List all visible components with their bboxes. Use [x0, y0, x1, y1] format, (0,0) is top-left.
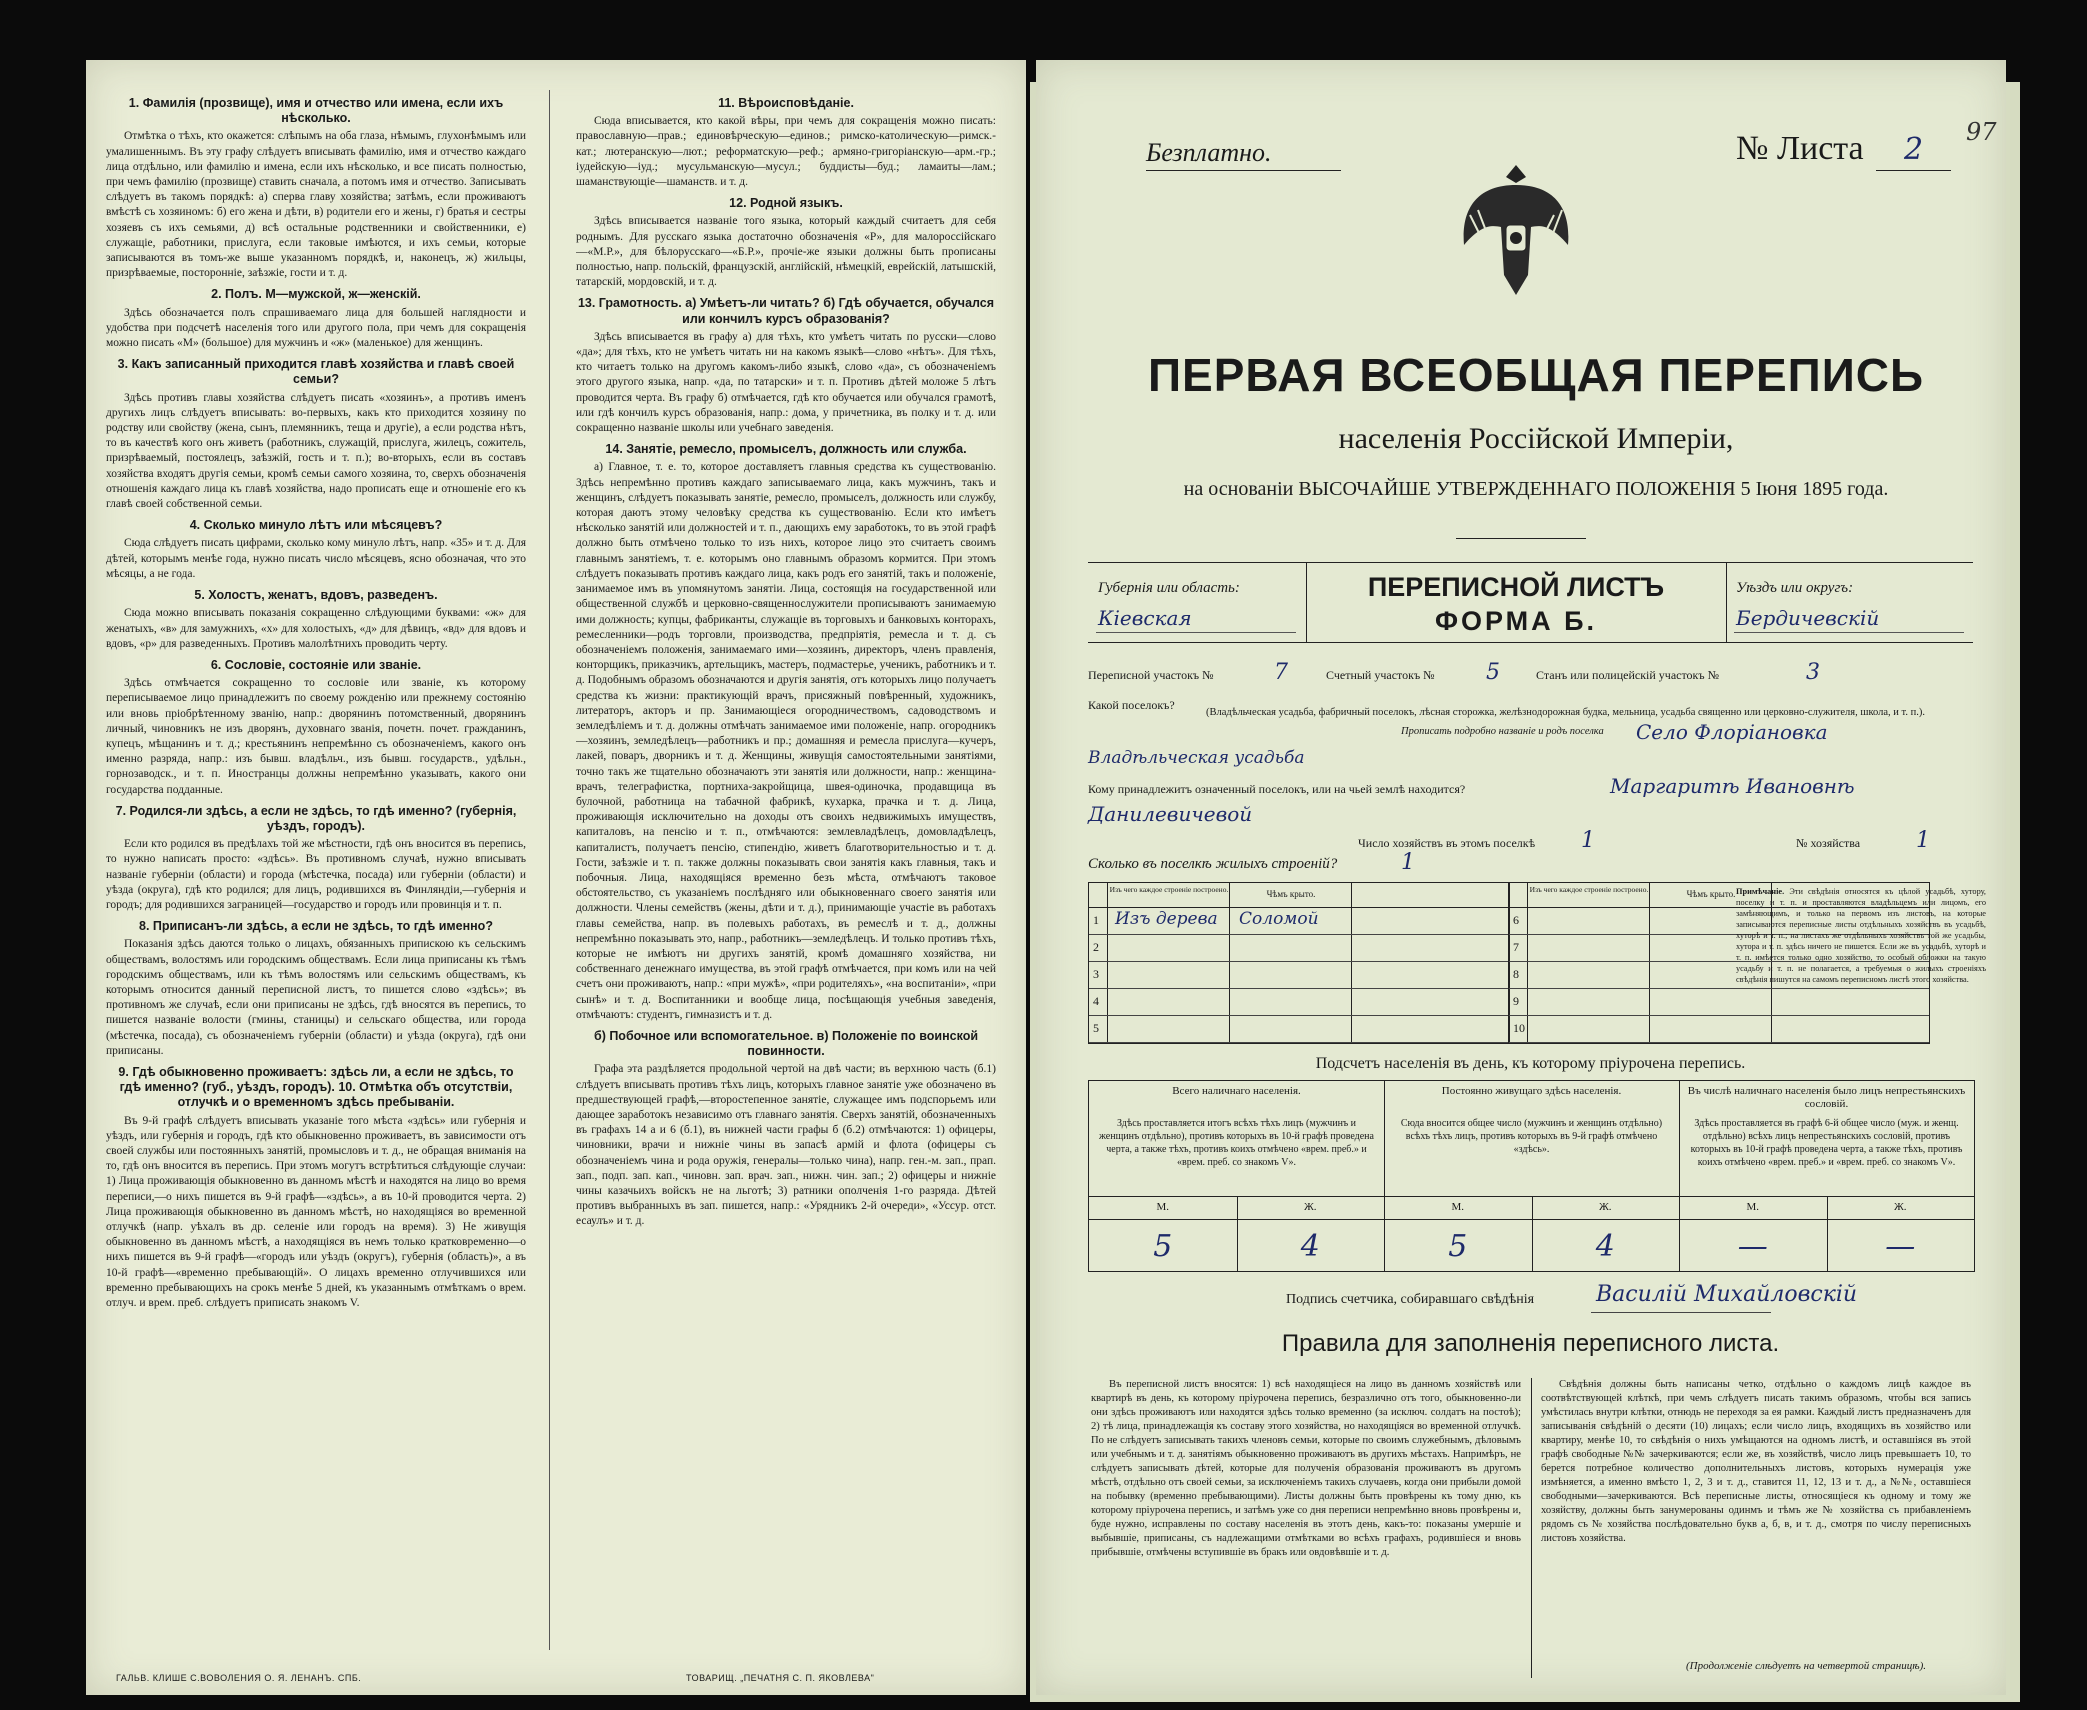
buildings-table-left: [1088, 882, 1510, 1044]
table-row-rule: [1509, 1015, 1929, 1016]
count-district-label: Счетный участокъ №: [1326, 668, 1435, 682]
right-page: [1036, 60, 2006, 1695]
section-body: Графа эта раздѣляется продольной чертой на двѣ части; въ верхнюю часть (б.1) слѣдуетъ вписывать противъ тѣхъ лицъ, которыхъ главное занятіе уже обозначено въ предшествующей графѣ,—второстепенное занятіе, служащее имъ подспорьемъ или дающее заработокъ независимо отъ главнаго занятія. Сверхъ занятій, обозначенныхъ въ графахъ 14 а и 6 (б.1), въ нижней части графы б (б.2) отмѣчаются: 1) офицеры, чиновники, врачи и нижніе чины въ запасѣ армій и флота (офицеры съ обозначеніемъ чина и рода оружія, генералы—только чина), напр. ген.-м. зап., прап. зап., подп. зап. кап., чиновн. зап. врач. зап., нижн. чин. зап.; 2) офицеры и нижніе чины казачьихъ войскъ не на льготѣ; 3) ратники ополченія 1-го разряда. Дѣтей противъ выбранныхъ въ зап. пишется, напр.: «Урядникъ 2-й очереди», «Уссур. отст. есаулъ» и т. д.: [576, 1063, 996, 1228]
section-heading: 1. Фамилія (прозвище), имя и отчество или имена, если ихъ нѣсколько.: [128, 96, 504, 126]
row-number: 2: [1093, 940, 1099, 954]
count-col-head: Всего наличнаго населенія.: [1172, 1085, 1301, 1097]
section-body: Сюда вписывается, кто какой вѣры, при чемъ для сокращенія можно писать: православную—прав.; единовѣрческую—единов.; римско-католическую—римск.-кат.; лютеранскую—лют.; реформатскую—реф.; армяно-григоріанскую—арм.-гр.; іудейскую—іуд.; мусульманскую—мусул.; буддисты—буд.; ламаиты—лам.; шаманствующіе—шаманств. и т. д.: [576, 115, 996, 189]
form-header-bottom-rule: [1088, 642, 1973, 643]
row-number: 1: [1093, 913, 1099, 927]
row-number: 9: [1513, 994, 1519, 1008]
household-no-label: № хозяйства: [1796, 836, 1861, 850]
count-title: Подсчетъ населенія въ день, къ которому пріурочена перепись.: [1315, 1055, 1746, 1072]
settlement-value-2: Владѣльческая усадьба: [1088, 748, 1305, 768]
row-number: 3: [1093, 967, 1099, 981]
stan-value: 3: [1806, 660, 1820, 685]
male-count: —: [1737, 1229, 1768, 1264]
female-label: Ж.: [1893, 1201, 1907, 1213]
col-building-header: Изъ чего каждое строеніе построено.: [1109, 885, 1229, 894]
sheet-number-value: 2: [1904, 132, 1924, 167]
section-heading: 5. Холостъ, женатъ, вдовъ, разведенъ.: [194, 588, 438, 603]
row-number: 7: [1513, 940, 1519, 954]
sheet-title: ПЕРЕПИСНОЙ ЛИСТЪ: [1367, 572, 1665, 602]
signature-underline: [1591, 1312, 1771, 1313]
female-count: 4: [1595, 1229, 1615, 1264]
count-col-head: Постоянно живущаго здѣсь населенія.: [1441, 1085, 1622, 1097]
table-row-rule: [1089, 934, 1509, 935]
section-body: Здѣсь вписывается въ графу а) для тѣхъ, кто умѣетъ читать по русски—слово «да»; для тѣхъ, кто не умѣетъ читать ни на какомъ языкѣ—слово «нѣтъ». Для тѣхъ, кто читаетъ только на другомъ какомъ-либо языкѣ, слово «да», съ обозначеніемъ этого другого языка, напр. «да, по татарски» и т. п. Противъ дѣтей моложе 5 лѣтъ проводится черта. Въ графу б) отмѣчается, гдѣ кто обучается или обучался грамотѣ, или гдѣ кончилъ курсъ образованія, напр.: дома, у причетника, въ полку и т. д. или сокращенно названіе школы или учебнаго заведенія.: [576, 330, 996, 435]
form-title: ФОРМА Б.: [1434, 606, 1598, 636]
form-header-divider-1: [1306, 562, 1307, 642]
household-no-value: 1: [1916, 828, 1930, 853]
owner-value-1: Маргаритѣ Ивановнѣ: [1610, 774, 1855, 798]
row-number: 5: [1093, 1021, 1099, 1035]
guberniya-underline: [1096, 632, 1296, 633]
section-heading: 9. Гдѣ обыкновенно проживаетъ: здѣсь ли, а если не здѣсь, то гдѣ именно? (губ., уѣздъ, городъ). 10. Отмѣтка объ отсутствіи, отлучкѣ и о временномъ здѣсь пребываніи.: [118, 1064, 514, 1110]
footer-right: ТОВАРИЩ. „ПЕЧАТНЯ С. П. ЯКОВЛЕВА": [686, 1673, 875, 1683]
uezd-value: Бердичевскій: [1736, 606, 1880, 630]
guberniya-value: Кіевская: [1098, 606, 1192, 630]
owner-value-2: Данилевичевой: [1088, 802, 1253, 826]
count-col-desc: Здѣсь проставляется итогъ всѣхъ тѣхъ лицъ (мужчинъ и женщинъ отдѣльно), противъ которыхъ въ 10-й графѣ проведена черта, а также тѣхъ, противъ коихъ отмѣчено «врем. преб.» и «врем. преб. со знакомъ V».: [1099, 1118, 1374, 1168]
row-number: 6: [1513, 913, 1519, 927]
uezd-underline: [1734, 632, 1964, 633]
settlement-hint: (Владѣльческая усадьба, фабричный поселокъ, лѣсная сторожка, желѣзнодорожная будка, мельница, усадьба священно или церковно-служителя, школа, и т. п.).: [1206, 707, 1925, 718]
rules-column-1: Въ переписной листъ вносятся: 1) всѣ находящіеся на лицо въ данномъ хозяйствѣ или квартирѣ въ день, къ которому пріурочена перепись, безразлично отъ того, обыкновенно-ли они здѣсь проживаютъ или находятся здѣсь только временно (за исключ. солдатъ на постоѣ); 2) тѣ лица, принадлежащія къ составу этого хозяйства, но находящіяся во временной отлучкѣ. По не слѣдуетъ записывать такихъ членовъ семьи, которые по своимъ служебнымъ, дѣловымъ или учебнымъ и т. д. занятіямъ обыкновенно проживаютъ въ другихъ мѣстахъ. Напримѣръ, не слѣдуетъ записывать дѣтей, которые для полученія образованія проживаютъ въ другомъ мѣстѣ, отдѣльно отъ своей семьи, за исключеніемъ такихъ случаевъ, когда они прибыли домой на побывку (временно пребывающими). Листы должны быть провѣрены къ тому дню, къ которому пріурочена перепись, и затѣмъ уже со дня переписи непремѣнно вновь провѣрены и, буде нужно, исправлены по составу населенія въ этотъ день, какъ-то: показаны умершіе и выбывшіе, приписаны, съ надлежащими отмѣтками во всѣхъ графахъ, родившіеся и вновь прибывшіе, отмѣчены вступившіе въ бракъ или овдовѣвшіе и т. д.: [1091, 1379, 1521, 1558]
section-heading: 7. Родился-ли здѣсь, а если не здѣсь, то гдѣ именно? (губернія, уѣздъ, городъ).: [115, 803, 517, 833]
signature-value: Василій Михайловскій: [1596, 1282, 1858, 1307]
column-divider: [549, 90, 550, 1650]
male-label: М.: [1451, 1201, 1465, 1213]
free-underline: [1146, 170, 1341, 171]
female-label: Ж.: [1303, 1201, 1317, 1213]
section-body: Показанія здѣсь даются только о лицахъ, обязанныхъ припискою къ сельскимъ обществамъ, волостямъ или городскимъ обществамъ. Если лица приписаны къ тѣмъ городскимъ обществамъ, или къ тѣмъ волостямъ или сельскимъ обществамъ, къ которымъ относится данный переписной листъ, то пишется слово «здѣсь»; въ противномъ же случаѣ, если они приписаны не здѣсь, гдѣ вносятся въ перепись, то пишется названіе волости (гмины, станицы) и сельскаго общества, или города (мѣстечка, посада), съ обозначеніемъ губерніи (области) и уѣзда (округа), гдѣ они приписаны.: [106, 938, 526, 1057]
free-label: Безплатно.: [1146, 138, 1272, 167]
count-col-desc: Сюда вносится общее число (мужчинъ и женщинъ отдѣльно) всѣхъ тѣхъ лицъ, противъ которыхъ въ 9-й графѣ отмѣчено «здѣсь».: [1400, 1118, 1663, 1155]
col-roof-header: Чѣмъ крыто.: [1266, 889, 1316, 899]
section-heading: 3. Какъ записанный приходится главѣ хозяйства и главѣ своей семьи?: [117, 357, 515, 387]
table-row-rule: [1089, 1015, 1509, 1016]
section-body: Здѣсь отмѣчается сокращенно то сословіе или званіе, къ которому переписываемое лицо принадлежитъ по своему рожденію или прежнему состоянію или вновь пріобрѣтенному званію, напр.: дворянинъ потомственный, дворянинъ личный, чиновникъ не изъ дворянъ, духовнаго званія, почетн. почет. гражданинъ, купецъ, мѣщанинъ и т. д.; крестьянинъ непремѣнно съ обозначеніемъ, какого онъ именно разряда, напр.: изъ бывш. владѣльч., изъ бывш. государств., удѣльн., горнозаводск., и т. п. Иностранцы должны непремѣнно указывать, какого они государства подданные.: [106, 677, 526, 796]
male-label: М.: [1156, 1201, 1170, 1213]
households-value: 1: [1581, 828, 1595, 853]
section-heading: 2. Полъ. М—мужской, ж—женскій.: [211, 287, 421, 302]
signature-label: Подпись счетчика, собиравшаго свѣдѣнія: [1286, 1292, 1535, 1307]
male-label: М.: [1746, 1201, 1760, 1213]
buildings-label: Сколько въ поселкѣ жилыхъ строеній?: [1088, 856, 1338, 872]
section-body: Сюда слѣдуетъ писать цифрами, сколько кому минуло лѣтъ, напр. «35» и т. д. Для дѣтей, которымъ менѣе года, нужно писать число мѣсяцевъ, ясно обозначая, что это мѣсяцы, а не года.: [106, 537, 526, 580]
section-body: а) Главное, т. е. то, которое доставляетъ главныя средства къ существованію. Здѣсь непремѣнно противъ каждаго записываемаго лица, какъ мужчинъ, такъ и женщинъ, слѣдуетъ показывать занятіе, ремесло, промыселъ, должность или службу, которая даютъ этому человѣку средства къ существованію. Если кто имѣетъ нѣсколько занятій или должностей и т. п., дающихъ ему заработокъ, то въ этой графѣ должно быть отмѣчено только то изъ нихъ, которое лицо это считаетъ своимъ главнымъ занятіемъ, т. е. которымъ оно главнымъ образомъ кормится. При этомъ слѣдуетъ показывать противъ каждаго лица, какъ родъ его занятій, такъ и положеніе, занимаемое имъ въ упомянутомъ занятіи. Лица, состоящія на государственной или общественной службѣ и церковно-священнослужители прописываютъ занимаемую ими должность; купцы, фабриканты, служащіе въ торговыхъ и банковыхъ конторахъ, ремесленники—родъ торговли, производства, предпріятія, ремесла и т. д. съ обозначеніемъ положенія, занимаемаго ими—хозяинъ, директоръ, членъ правленія, конторщикъ, приказчикъ, артельщикъ, мастеръ, подмастерье, ученикъ, работникъ и т. д. Подобнымъ образомъ обозначаются и другія занятія, отъ которыхъ лицо получаетъ средства къ жизни: практикующій врачъ, присяжный повѣренный, художникъ, литераторъ, акторъ и пр. Занимающіеся огородничествомъ, садоводствомъ и земледѣліемъ и т. д. должны отмѣчать занимаемое ими положеніе, напр. огородникъ—хозяинъ, земледѣлецъ—работникъ и пр.; домашняя и ремесла прислуга—кучеръ, лакей, поваръ, дворникъ и т. д. Женщины, живущія самостоятельными занятіями, точно такъ же тщательно обозначаютъ эти занятія или должности, напр.: женщина-врачъ, телеграфистка, портниха-закройщица, швея-одиночка, продавщица въ булочной, работница на табачной фабрикѣ, кухарка, прачка и т. д. Лица, проживающія исключительно на доходы отъ своихъ недвижимыхъ имуществъ, капиталовъ, на пенсію и т. п., отмѣчаются: землевладѣлецъ, домовладѣлецъ, капиталистъ, получаетъ пенсію, стипендію, живетъ благотворительностью и т. д. Гости, заѣзжіе и т. п. также должны показывать свои занятія какъ главныя, такъ и побочныя. Лица, находящіяся временно безъ мѣста, отмѣчаютъ таковое обстоятельство, съ указаніемъ послѣдняго или обыкновеннаго своего занятія или должности. Члены семействъ (жены, дѣти и т. д.), принимающіе участіе въ работахъ главы семейства, напр. въ полевыхъ работахъ, въ ремеслѣ и т. д., должны непремѣнно показывать это, напр., работникъ—земледѣлецъ. И только противъ тѣхъ, которые не имѣютъ ни другихъ занятій, кромѣ домашняго хозяйства, ни собственнаго денежнаго имущества, въ этой графѣ отмѣчается, при комъ или на чей счетъ они проживаютъ, напр.: «при мужѣ», «при родителяхъ», «на воспитаніи», «при сынѣ» и т. д. Воспитанники и вообще лица, посѣщающія учебныя заведенія, отмѣчаютъ: студентъ, гимназистъ и т. д.: [576, 461, 996, 1021]
sheet-number-underline: [1876, 170, 1951, 171]
census-district-value: 7: [1274, 660, 1288, 685]
instructions-column-right: [576, 90, 996, 1650]
count-col-head: Въ числѣ наличнаго населенія было лицъ непрестьянскихъ сословій.: [1687, 1085, 1966, 1110]
row-number: 10: [1513, 1021, 1525, 1035]
table-row-rule: [1089, 1042, 1509, 1043]
female-count: —: [1885, 1229, 1916, 1264]
note-text: Эти свѣдѣнія относятся къ цѣлой усадьбѣ, хутору, поселку и т. п. и проставляются владѣльцемъ или лицомъ, его замѣняющимъ, и только на первомъ изъ листовъ, на которые записываются переписные листы отдѣльныхъ хозяйствъ въ усадьбѣ, хуторѣ и т. п.; на листахъ же отдѣльныхъ хозяйствъ той же усадьбы, хутора и т. п. здѣсь ничего не пишется. Если же въ усадьбѣ, хуторѣ и т. п. имѣется только одно хозяйство, то особый обложки на такую усадьбу и т. п. не полагается, а требуемыя о жилыхъ строеніяхъ свѣдѣнія пишутся на самомъ переписномъ листѣ этого хозяйства.: [1736, 887, 1987, 984]
rules-column-2: Свѣдѣнія должны быть написаны четко, отдѣльно о каждомъ лицѣ каждое въ соотвѣтствующей клѣткѣ, при чемъ слѣдуетъ писать такимъ образомъ, чтобы вся запись умѣстилась внутри клѣтки, отнюдь не переходя за ея рамки. Каждый листъ предназначенъ для записыванія свѣдѣній о десяти (10) лицахъ; если число лицъ, входящихъ въ хозяйство или квартиру, менѣе 10, то свѣдѣнія о нихъ умѣщаются на одномъ листѣ, и оставшіяся въ этой графѣ свободные №№ зачеркиваются; если же, въ хозяйствѣ, число лицъ превышаетъ 10, то берется потребное количество дополнительныхъ листовъ, которыхъ нумерація уже измѣняется, а именно вмѣсто 1, 2, 3 и т. д., ставится 11, 12, 13 и т. д., а №№, оставшіеся свободными—зачеркиваются. Всѣ переписные листы, относящіеся къ одному и тому же хозяйству, должны быть занумерованы одинмъ и тѣмъ же № хозяйства съ прибавленіемъ рядомъ съ № хозяйства послѣдовательно букв а, б, в, и т. д., смотря по числу переписныхъ листовъ хозяйства.: [1541, 1379, 1971, 1544]
stan-label: Станъ или полицейскій участокъ №: [1536, 668, 1720, 682]
section-body: Здѣсь противъ главы хозяйства слѣдуетъ писать «хозяинъ», а противъ именъ другихъ лицъ слѣдуетъ вписывать: во-первыхъ, какъ кто приходится хозяину по родству или свойству (жена, сынъ, племянникъ, теща и другіе), а если родства нѣтъ, то въ качествѣ кого онъ живетъ (работникъ, служащій, прислуга, жилецъ, сожитель, призрѣваемый, постоялецъ, заѣзжій, гость и т. п.); во-вторыхъ, если въ составъ хозяйства входятъ другія семьи, кромѣ семьи самого хозяина, то, сверхъ обозначенія отношенія каждаго лица къ главѣ хозяйства, надо прописать еще и отношеніе его къ главѣ своей собственной семьи.: [106, 391, 526, 511]
section-body: Въ 9-й графѣ слѣдуетъ вписывать указаніе того мѣста «здѣсь» или губернія и уѣздъ, или губернія и городъ, гдѣ кто обыкновенно проживаетъ, въ зависимости отъ своей службы или постоянныхъ занятій, промысловъ и т. д., не обращая вниманія на то, гдѣ онъ вносится въ перепись. При этомъ могутъ встрѣтиться слѣдующіе случаи: 1) Лица проживающія обыкновенно въ данномъ мѣстѣ и находятся на лицо во время переписи,—о нихъ пишется въ 9-й графѣ—«здѣсь», а въ 10-й проводится черта. 2) Лица проживающія обыкновенно въ данномъ мѣстѣ, но находящіяся во временной отлучкѣ (напр. уѣхалъ въ др. селеніе или городъ на время). 3) Не живущія обыкновенно въ данномъ мѣстѣ, а находящіяся въ немъ только кратковременно—о нихъ пишется въ 9-й графѣ—«городъ или уѣздъ (округъ), губернія (область)», а въ 10-й графѣ—«временно пребывающій». О лицахъ временно отлучившихся или временно пребывающихъ на срокъ менѣе 5 дней, къ указаннымъ отмѣткамъ о врем. отлуч. и врем. преб. слѣдуетъ приписать знакомъ V.: [106, 1114, 526, 1310]
note-block: [1736, 886, 1986, 985]
male-count: 5: [1153, 1229, 1173, 1264]
rules-divider: [1531, 1378, 1532, 1678]
rules-title: Правила для заполненія переписного листа.: [1281, 1330, 1780, 1357]
page-subtitle: населенія Россійской Имперіи,: [1338, 422, 1734, 455]
section-body: Сюда можно вписывать показанія сокращенно слѣдующими буквами: «ж» для женатыхъ, «в» для замужнихъ, «х» для холостыхъ, «д» для дѣвицъ, «вд» для вдовъ и вдовъ, «р» для разведенныхъ. Противъ малолѣтнихъ проводить черту.: [106, 607, 526, 650]
table-row-rule: [1089, 961, 1509, 962]
col-roof-header-2: Чѣмъ крыто.: [1686, 889, 1736, 899]
buildings-value: 1: [1401, 850, 1415, 875]
row-material: Изъ дерева: [1115, 909, 1218, 929]
left-page: [86, 60, 1026, 1695]
section-body: Здѣсь вписывается названіе того языка, который каждый считаетъ для себя роднымъ. Для русскаго языка достаточно обозначенія «Р», для малороссійскаго—«М.Р.», для бѣлорусскаго—«Б.Р.», прочіе-же языки должны быть прописаны полностью, напр. польскій, французскій, англійскій, нѣмецкій, еврейскій, латышскій, татарскій, мордовскій, и т. д.: [576, 215, 996, 289]
col-building-header-2: Изъ чего каждое строеніе построено.: [1529, 885, 1649, 894]
table-row-rule: [1509, 1042, 1929, 1043]
form-header-top-rule: [1088, 562, 1973, 563]
settlement-hint-2: Прописать подробно названіе и родъ поселка: [1401, 726, 1604, 737]
title-rule: [1456, 538, 1586, 539]
section-heading: б) Побочное или вспомогательное. в) Положеніе по воинской повинности.: [593, 1028, 979, 1059]
instructions-column-left: [106, 90, 526, 1650]
legal-basis: на основаніи ВЫСОЧАЙШЕ УТВЕРЖДЕННАГО ПОЛОЖЕНІЯ 5 Іюня 1895 года.: [1183, 478, 1889, 500]
form-header-divider-2: [1726, 562, 1727, 642]
settlement-label: Какой поселокъ?: [1088, 698, 1175, 712]
count-table: [1088, 1080, 1975, 1272]
sheet-number-label: № Листа: [1736, 130, 1864, 167]
households-label: Число хозяйствъ въ этомъ поселкѣ: [1358, 836, 1536, 850]
section-heading: 14. Занятіе, ремесло, промыселъ, должность или служба.: [605, 442, 967, 457]
guberniya-label: Губернія или область:: [1098, 580, 1240, 596]
section-heading: 11. Вѣроисповѣданіе.: [718, 96, 854, 110]
female-label: Ж.: [1598, 1201, 1612, 1213]
section-heading: 6. Сословіе, состояніе или званіе.: [210, 657, 422, 672]
section-body: Отмѣтка о тѣхъ, кто окажется: слѣпымъ на оба глаза, нѣмымъ, глухонѣмымъ или умалишеннымъ. Въ эту графу слѣдуетъ вписывать фамилію, имя и отчество каждаго лица отдѣльно, или фамилію и имена, если ихъ нѣсколько, и все писать полностью, при чемъ фамилію (прозвище) ставить сначала, а потомъ имя и отчество. Записывать слѣдуетъ въ такомъ порядкѣ: а) сперва главу хозяйства; затѣмъ, если проживаютъ вмѣстѣ съ хозяиномъ: б) его жена и дѣти, в) родители его и жены, г) братья и сестры хозяевъ съ ихъ семьями, д) всѣ остальные родственники и свойственники, е) служащіе, работники, прислуга, если таковые имѣются, и ихъ семьи, которые записываются въ томъ-же выше указанномъ порядкѣ, и, наконецъ, ж) жильцы, призрѣваемые, посторонніе, заѣзжіе, гости и т. д.: [106, 130, 526, 280]
imperial-eagle-emblem-icon: [1456, 155, 1576, 305]
count-col-desc: Здѣсь проставляется въ графѣ 6-й общее число (муж. и женщ. отдѣльно) всѣхъ лицъ непрестьянскихъ сословій, противъ которыхъ въ 10-й графѣ проведена черта, а также тѣхъ, противъ коихъ отмѣчено «врем. преб.» и «врем. преб. со знакомъ V».: [1690, 1118, 1963, 1168]
section-heading: 4. Сколько минуло лѣтъ или мѣсяцевъ?: [189, 518, 443, 533]
female-count: 4: [1300, 1229, 1320, 1264]
row-number: 4: [1093, 994, 1099, 1008]
table-row-rule: [1509, 988, 1929, 989]
row-roof: Соломой: [1239, 909, 1319, 929]
corner-note: 97: [1966, 118, 1997, 146]
settlement-value-1: Село Флоріановка: [1636, 720, 1828, 744]
section-body: Если кто родился въ предѣлахъ той же мѣстности, гдѣ онъ вносится въ перепись, то нужно написать просто: «здѣсь». Въ противномъ случаѣ, нужно вписывать названіе губерніи (области) и города (мѣстечка, посада) или губерніи (области) и уѣзда (округа), гдѣ кто родился; для лицъ, родившихся въ Финляндіи,—губернія и городъ; для родившихся заграницей—государство и городъ или провинція и т. п.: [106, 838, 526, 911]
uezd-label: Уѣздъ или округъ:: [1736, 580, 1854, 596]
male-count: 5: [1448, 1229, 1468, 1264]
section-body: Здѣсь обозначается полъ спрашиваемаго лица для большей наглядности и удобства при подсчетѣ населенія того или другого пола, при чемъ для сокращенія можно писать «М» (большое) для мужчинъ и «ж» (маленькое) для женщинъ.: [106, 306, 526, 350]
rules-continued: (Продолженіе слѣдуетъ на четвертой страницѣ).: [1686, 1660, 1926, 1672]
census-district-label: Переписной участокъ №: [1088, 668, 1214, 682]
owner-label: Кому принадлежитъ означенный поселокъ, или на чьей землѣ находится?: [1088, 782, 1466, 796]
note-title: Примѣчаніе.: [1736, 887, 1785, 896]
count-district-value: 5: [1486, 660, 1500, 685]
page-title: ПЕРВАЯ ВСЕОБЩАЯ ПЕРЕПИСЬ: [1147, 349, 1925, 401]
section-heading: 8. Приписанъ-ли здѣсь, а если не здѣсь, то гдѣ именно?: [139, 919, 493, 934]
footer-left: ГАЛЬВ. КЛИШЕ С.ВОВОЛЕНИЯ О. Я. ЛЕНАНЪ. СПБ.: [116, 1673, 362, 1683]
row-number: 8: [1513, 967, 1519, 981]
section-heading: 13. Грамотность. а) Умѣетъ-ли читать? б) Гдѣ обучается, обучался или кончилъ курсъ образованія?: [577, 296, 995, 326]
table-row-rule: [1089, 988, 1509, 989]
section-heading: 12. Родной языкъ.: [729, 196, 843, 211]
